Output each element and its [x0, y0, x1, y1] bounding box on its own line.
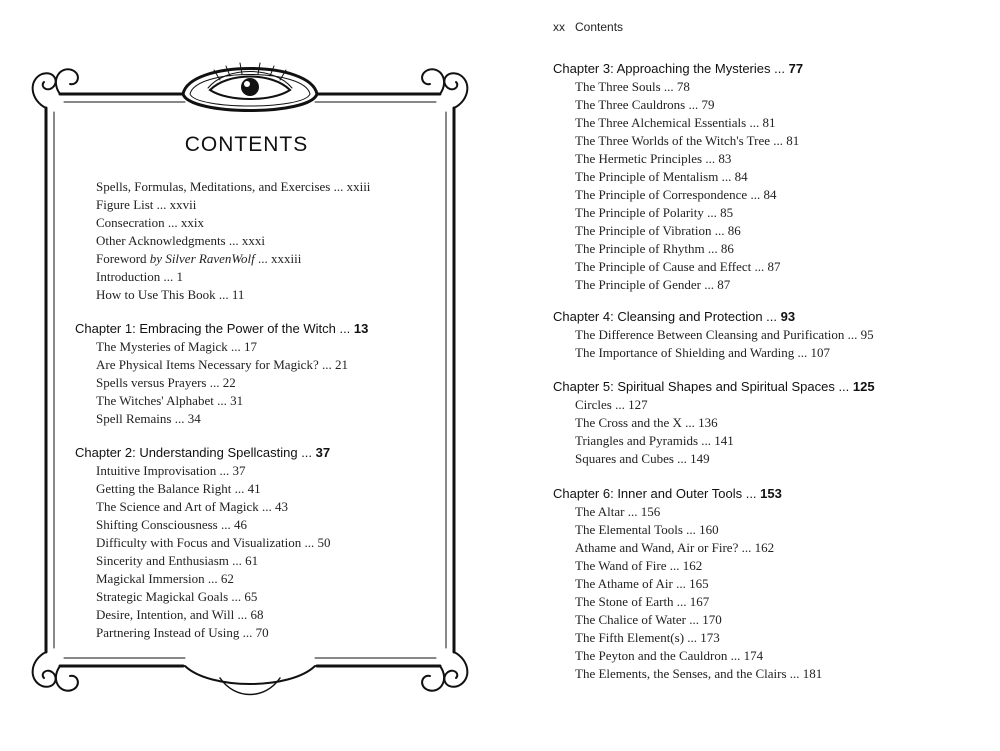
chapter-heading[interactable] [75, 444, 331, 462]
toc-entry[interactable]: The Three Alchemical Essentials ... 81 [575, 115, 776, 130]
chapter-title: Chapter 5: Spiritual Shapes and Spiritual Spaces ... [553, 379, 850, 394]
chapter-block-1 [75, 320, 368, 428]
toc-entry[interactable]: Strategic Magickal Goals ... 65 [96, 589, 258, 604]
toc-entry[interactable]: Sincerity and Enthusiasm ... 61 [96, 553, 259, 568]
chapter-block-2 [75, 444, 331, 642]
toc-entry[interactable]: Athame and Wand, Air or Fire? ... 162 [575, 540, 775, 555]
toc-entry[interactable]: Circles ... 127 [575, 397, 648, 412]
toc-entry[interactable]: Introduction ... 1 [96, 269, 184, 284]
chapter-title: Chapter 2: Understanding Spellcasting ... [75, 445, 313, 460]
toc-entry[interactable]: Other Acknowledgments ... xxxi [96, 233, 265, 248]
chapter-heading[interactable] [75, 320, 368, 338]
toc-entry[interactable]: Getting the Balance Right ... 41 [96, 481, 261, 496]
toc-entry[interactable]: The Principle of Vibration ... 86 [575, 223, 741, 238]
chapter-page: 125 [852, 379, 875, 394]
toc-entry[interactable]: The Three Worlds of the Witch's Tree ... 81 [575, 133, 800, 148]
chapter-page: 93 [780, 309, 796, 324]
toc-entry[interactable]: The Witches' Alphabet ... 31 [96, 393, 244, 408]
toc-entry[interactable]: The Three Souls ... 78 [575, 79, 690, 94]
toc-entry[interactable]: Desire, Intention, and Will ... 68 [96, 607, 264, 622]
toc-entry[interactable]: The Principle of Polarity ... 85 [575, 205, 734, 220]
chapter-page: 13 [353, 321, 369, 336]
chapter-block-3 [553, 60, 803, 294]
toc-entry[interactable]: Spells versus Prayers ... 22 [96, 375, 236, 390]
toc-entry[interactable]: The Hermetic Principles ... 83 [575, 151, 732, 166]
toc-entry[interactable]: The Stone of Earth ... 167 [575, 594, 710, 609]
toc-entry[interactable]: The Altar ... 156 [575, 504, 661, 519]
toc-entry[interactable]: Squares and Cubes ... 149 [575, 451, 710, 466]
chapter-title: Chapter 3: Approaching the Mysteries ... [553, 61, 785, 76]
toc-entry[interactable]: The Principle of Rhythm ... 86 [575, 241, 734, 256]
toc-entry[interactable]: The Athame of Air ... 165 [575, 576, 709, 591]
chapter-page: 153 [760, 486, 782, 501]
chapter-block-6 [553, 485, 822, 683]
chapter-block-5 [553, 378, 875, 468]
folio: xx [553, 20, 565, 34]
toc-entry[interactable]: Are Physical Items Necessary for Magick? ... 21 [96, 357, 348, 372]
toc-entry[interactable]: Consecration ... xxix [96, 215, 204, 230]
chapter-heading[interactable] [553, 60, 803, 78]
chapter-title: Chapter 1: Embracing the Power of the Witch ... [75, 321, 351, 336]
toc-entry[interactable]: The Three Cauldrons ... 79 [575, 97, 715, 112]
foreword-prefix: Foreword [96, 251, 150, 266]
toc-entry[interactable]: The Importance of Shielding and Warding ... 107 [575, 345, 831, 360]
toc-entry[interactable]: The Difference Between Cleansing and Purification ... 95 [575, 327, 874, 342]
toc-entry[interactable]: The Fifth Element(s) ... 173 [575, 630, 720, 645]
chapter-heading[interactable] [553, 308, 874, 326]
chapter-heading[interactable] [553, 378, 875, 396]
toc-entry[interactable]: The Principle of Correspondence ... 84 [575, 187, 777, 202]
toc-entry[interactable]: The Mysteries of Magick ... 17 [96, 339, 258, 354]
chapter-title: Chapter 4: Cleansing and Protection ... [553, 309, 778, 324]
toc-entry[interactable]: The Peyton and the Cauldron ... 174 [575, 648, 764, 663]
toc-entry[interactable]: Difficulty with Focus and Visualization ... 50 [96, 535, 331, 550]
toc-entry[interactable]: Shifting Consciousness ... 46 [96, 517, 247, 532]
chapter-title: Chapter 6: Inner and Outer Tools ... [553, 486, 757, 501]
toc-entry-foreword[interactable] [96, 250, 370, 268]
toc-entry[interactable]: The Elements, the Senses, and the Clairs ... 181 [575, 666, 823, 681]
chapter-block-4 [553, 308, 874, 362]
toc-entry[interactable]: Spell Remains ... 34 [96, 411, 201, 426]
toc-entry[interactable]: Intuitive Improvisation ... 37 [96, 463, 246, 478]
chapter-page: 77 [788, 61, 804, 76]
toc-entry[interactable]: The Wand of Fire ... 162 [575, 558, 703, 573]
toc-entry[interactable]: The Principle of Gender ... 87 [575, 277, 731, 292]
toc-entry[interactable]: Triangles and Pyramids ... 141 [575, 433, 734, 448]
toc-entry[interactable]: Partnering Instead of Using ... 70 [96, 625, 269, 640]
page-title: CONTENTS [184, 133, 309, 156]
chapter-page: 37 [315, 445, 331, 460]
toc-entry[interactable]: Figure List ... xxvii [96, 197, 197, 212]
toc-entry[interactable]: How to Use This Book ... 11 [96, 287, 245, 302]
toc-entry[interactable]: The Elemental Tools ... 160 [575, 522, 719, 537]
toc-entry[interactable]: The Cross and the X ... 136 [575, 415, 718, 430]
foreword-page: ... xxxiii [254, 251, 302, 266]
toc-entry[interactable]: The Principle of Mentalism ... 84 [575, 169, 748, 184]
running-head-label: Contents [575, 20, 624, 34]
toc-entry[interactable]: The Science and Art of Magick ... 43 [96, 499, 289, 514]
foreword-author: by Silver RavenWolf [149, 251, 255, 266]
toc-entry[interactable]: The Principle of Cause and Effect ... 87 [575, 259, 781, 274]
chapter-heading[interactable] [553, 485, 822, 503]
toc-entry[interactable]: The Chalice of Water ... 170 [575, 612, 722, 627]
right-page [500, 0, 1000, 751]
toc-entry[interactable]: Spells, Formulas, Meditations, and Exercises ... xxiii [96, 179, 371, 194]
running-head [553, 20, 633, 34]
toc-entry[interactable]: Magickal Immersion ... 62 [96, 571, 234, 586]
front-matter-list [96, 178, 370, 304]
